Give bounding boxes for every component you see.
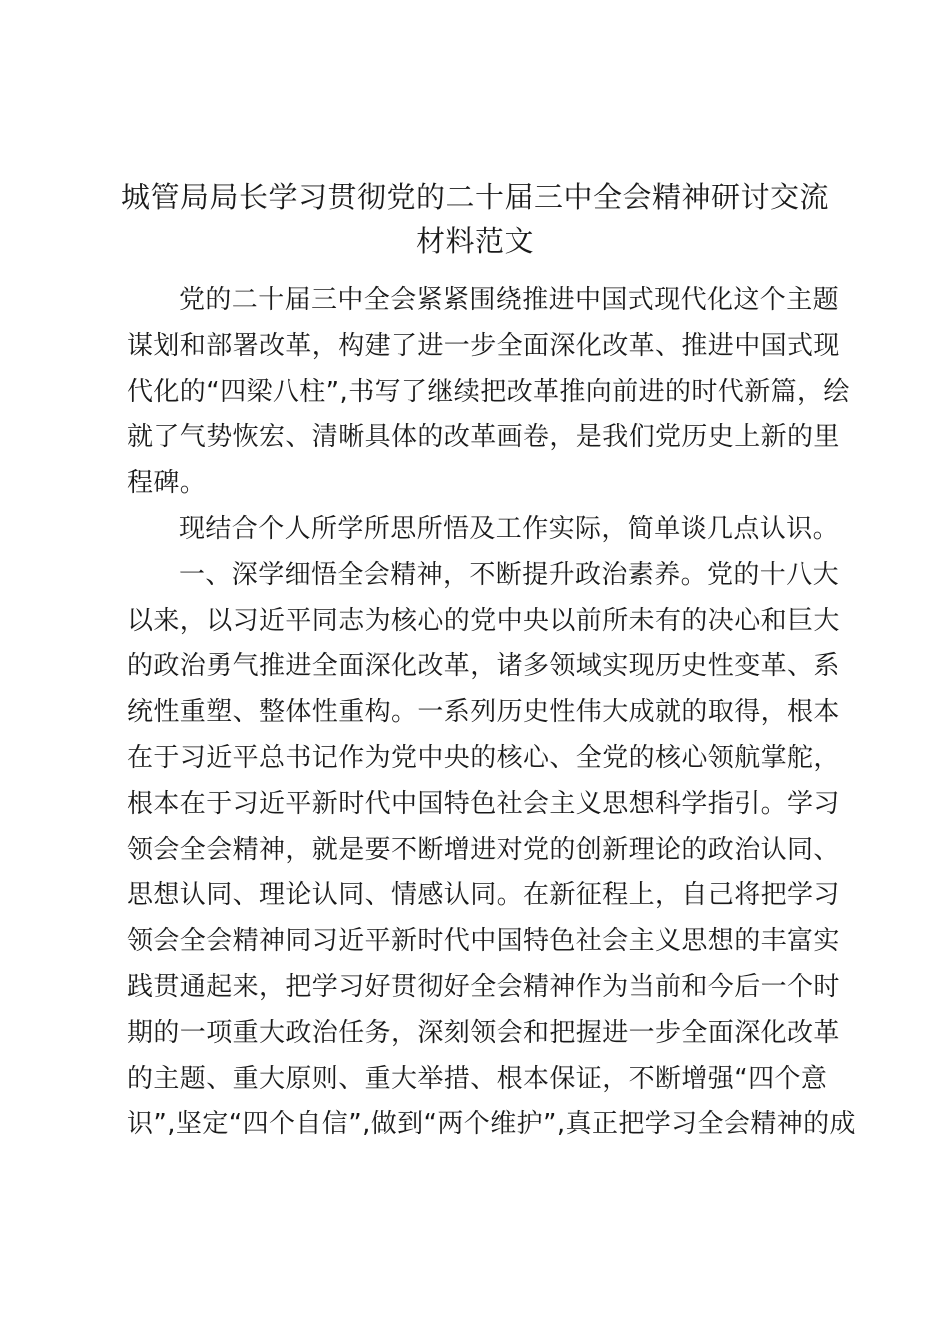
paragraph-2-line: 现结合个人所学所思所悟及工作实际，简单谈几点认识。: [179, 513, 840, 544]
document-title: [118, 175, 832, 263]
paragraph-1-line: 党的二十届三中全会紧紧围绕推进中国式现代化这个主题: [179, 285, 840, 315]
paragraph-3-line: 一、深学细悟全会精神，不断提升政治素养。党的十八大: [179, 559, 840, 590]
paragraph-1-line: 谋划和部署改革，构建了进一步全面深化改革、推进中国式现: [127, 330, 840, 361]
paragraph-3-line: 在于习近平总书记作为党中央的核心、全党的核心领航掌舵，: [127, 742, 840, 773]
paragraph-3-line: 领会全会精神，就是要不断增进对党的创新理论的政治认同、: [127, 834, 840, 865]
paragraph-3-line: 践贯通起来，把学习好贯彻好全会精神作为当前和今后一个时: [127, 971, 840, 1002]
paragraph-3-line: 根本在于习近平新时代中国特色社会主义思想科学指引。学习: [127, 788, 840, 819]
paragraph-3-line: 的政治勇气推进全面深化改革，诸多领域实现历史性变革、系: [127, 651, 840, 682]
paragraph-3-line: 期的一项重大政治任务，深刻领会和把握进一步全面深化改革: [127, 1017, 840, 1048]
paragraph-3-line: 以来，以习近平同志为核心的党中央以前所未有的决心和巨大: [127, 605, 840, 636]
paragraph-3-line: 识”,坚定“四个自信”,做到“两个维护”,真正把学习全会精神的成: [127, 1109, 856, 1140]
paragraph-1-line: 程碑。: [127, 468, 207, 499]
paragraph-3-line: 的主题、重大原则、重大举措、根本保证，不断增强“四个意: [127, 1063, 828, 1094]
document-body: [127, 278, 856, 1148]
paragraph-3-line: 思想认同、理论认同、情感认同。在新征程上，自己将把学习: [127, 880, 840, 911]
title-line-2: 材料范文: [415, 224, 534, 258]
paragraph-1-line: 代化的“四梁八柱”,书写了继续把改革推向前进的时代新篇，绘: [127, 376, 850, 407]
paragraph-3-line: 统性重塑、整体性重构。一系列历史性伟大成就的取得，根本: [127, 697, 840, 728]
paragraph-1-line: 就了气势恢宏、清晰具体的改革画卷，是我们党历史上新的里: [127, 422, 840, 453]
title-line-1: 城管局局长学习贯彻党的二十届三中全会精神研讨交流: [120, 180, 829, 214]
paragraph-3-line: 领会全会精神同习近平新时代中国特色社会主义思想的丰富实: [127, 926, 840, 957]
